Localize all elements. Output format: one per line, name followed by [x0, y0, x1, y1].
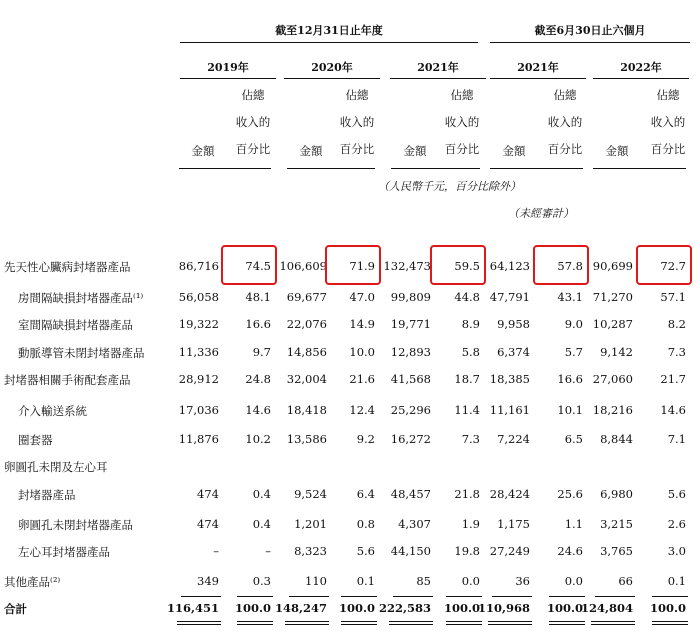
- amount-cell: 1,201: [294, 517, 327, 531]
- percentage-cell: 1.9: [461, 517, 480, 531]
- amount-column-header: 金額: [605, 144, 629, 158]
- percentage-cell: 0.1: [667, 574, 686, 588]
- row-label: 封堵器相關手術配套產品: [4, 373, 131, 387]
- highlight-box: [430, 245, 486, 285]
- percentage-cell: 16.6: [245, 317, 271, 331]
- amount-cell: 32,004: [286, 372, 327, 386]
- percentage-cell: 5.6: [667, 487, 686, 501]
- amount-cell: 17,036: [178, 403, 219, 417]
- percentage-cell: 100.0: [338, 601, 375, 615]
- percentage-cell: 19.8: [454, 544, 480, 558]
- percentage-column-header: [646, 82, 690, 163]
- total-double-rule: [549, 624, 585, 625]
- percentage-cell: 100.0: [546, 601, 583, 615]
- percentage-cell: 16.6: [557, 372, 583, 386]
- amount-cell: 36: [515, 574, 530, 588]
- percentage-header-line: 百分比: [650, 142, 686, 156]
- amount-cell: 41,568: [390, 372, 431, 386]
- year-rule: [180, 78, 276, 79]
- percentage-cell: 8.2: [667, 317, 686, 331]
- amount-cell: 69,677: [286, 290, 327, 304]
- year-rule: [390, 78, 486, 79]
- total-double-rule: [237, 624, 273, 625]
- percentage-header-line: 百分比: [339, 142, 375, 156]
- total-double-rule: [285, 621, 329, 622]
- amount-cell: 110: [305, 574, 327, 588]
- percentage-column-header: [231, 82, 275, 163]
- amount-cell: 25,296: [390, 403, 431, 417]
- highlight-box: [221, 245, 277, 285]
- row-label: 房間隔缺損封堵器產品⁽¹⁾: [18, 291, 144, 305]
- percentage-cell: 0.3: [252, 574, 271, 588]
- total-row-label: 合計: [4, 602, 27, 616]
- total-double-rule: [446, 624, 482, 625]
- subtotal-rule: [446, 596, 482, 597]
- percentage-cell: 14.9: [349, 317, 375, 331]
- row-label: 左心耳封堵器產品: [18, 545, 110, 559]
- percentage-cell: 24.6: [557, 544, 583, 558]
- year-header: 2021年: [517, 61, 559, 74]
- percentage-header-line: 百分比: [235, 142, 271, 156]
- percentage-cell: 72.7: [660, 259, 686, 273]
- amount-column-header: 金額: [191, 144, 215, 158]
- percentage-cell: 9.7: [252, 345, 271, 359]
- amount-cell: 66: [618, 574, 633, 588]
- percentage-cell: 5.8: [461, 345, 480, 359]
- subtotal-rule: [181, 596, 221, 597]
- amount-cell: 110,968: [477, 601, 530, 615]
- percentage-header-line: 百分比: [547, 142, 583, 156]
- year-rule: [284, 78, 380, 79]
- percentage-header-line: 百分比: [444, 142, 480, 156]
- amount-column-header: 金額: [403, 144, 427, 158]
- highlight-box: [325, 245, 381, 285]
- percentage-cell: 0.1: [356, 574, 375, 588]
- percentage-cell: 100.0: [443, 601, 480, 615]
- total-double-rule: [341, 624, 377, 625]
- group-rule-full-year: [180, 42, 478, 43]
- total-double-rule: [446, 621, 482, 622]
- percentage-header-line: 收入的: [235, 115, 271, 129]
- total-double-rule: [389, 624, 433, 625]
- percentage-cell: 7.1: [667, 432, 686, 446]
- percentage-cell: 10.0: [349, 345, 375, 359]
- amount-cell: 474: [197, 487, 219, 501]
- amount-cell: 86,716: [178, 259, 219, 273]
- amount-cell: 116,451: [166, 601, 219, 615]
- amount-cell: –: [213, 544, 219, 558]
- amount-cell: 18,216: [592, 403, 633, 417]
- amount-cell: 22,076: [286, 317, 327, 331]
- amount-cell: 3,765: [600, 544, 633, 558]
- percentage-cell: 48.1: [245, 290, 271, 304]
- percentage-header-line: 佔總: [656, 88, 680, 102]
- amount-cell: 8,844: [600, 432, 633, 446]
- row-label: 卵圓孔未閉封堵器產品: [18, 518, 133, 532]
- row-label: 介入輸送系統: [18, 404, 87, 418]
- percentage-cell: 100.0: [649, 601, 686, 615]
- amount-cell: 9,958: [497, 317, 530, 331]
- percentage-cell: 6.4: [356, 487, 375, 501]
- total-double-rule: [285, 624, 329, 625]
- percentage-cell: 9.2: [356, 432, 375, 446]
- percentage-cell: 44.8: [454, 290, 480, 304]
- year-header: 2021年: [417, 61, 459, 74]
- row-label: 卵圓孔未閉及左心耳: [4, 460, 108, 474]
- year-header: 2022年: [620, 61, 662, 74]
- percentage-cell: 24.8: [245, 372, 271, 386]
- percentage-cell: 1.1: [564, 517, 583, 531]
- amount-cell: 19,322: [178, 317, 219, 331]
- subtotal-rule: [492, 596, 532, 597]
- subtotal-rule: [549, 596, 585, 597]
- total-double-rule: [341, 621, 377, 622]
- highlight-box: [533, 245, 589, 285]
- percentage-cell: 21.7: [660, 372, 686, 386]
- amount-column-header: 金額: [502, 144, 526, 158]
- amount-cell: 85: [416, 574, 431, 588]
- percentage-header-line: 收入的: [547, 115, 583, 129]
- amount-cell: 132,473: [383, 259, 431, 273]
- amount-column-header: 金額: [299, 144, 323, 158]
- amount-cell: 11,336: [178, 345, 219, 359]
- amount-cell: 44,150: [390, 544, 431, 558]
- amount-cell: 18,385: [489, 372, 530, 386]
- percentage-cell: 59.5: [454, 259, 480, 273]
- total-double-rule: [488, 621, 532, 622]
- percentage-column-header: [440, 82, 484, 163]
- amount-cell: 28,912: [178, 372, 219, 386]
- percentage-cell: 0.4: [252, 487, 271, 501]
- percentage-cell: 21.8: [454, 487, 480, 501]
- amount-cell: 10,287: [592, 317, 633, 331]
- percentage-cell: –: [265, 544, 271, 558]
- amount-cell: 19,771: [390, 317, 431, 331]
- row-label: 圈套器: [18, 433, 53, 447]
- amount-cell: 3,215: [600, 517, 633, 531]
- amount-cell: 28,424: [489, 487, 530, 501]
- amount-cell: 9,524: [294, 487, 327, 501]
- amount-cell: 90,699: [592, 259, 633, 273]
- percentage-cell: 2.6: [667, 517, 686, 531]
- amount-cell: 71,270: [592, 290, 633, 304]
- subtotal-rule: [393, 596, 433, 597]
- amount-cell: 47,791: [489, 290, 530, 304]
- total-double-rule: [652, 624, 688, 625]
- amount-cell: 11,161: [489, 403, 530, 417]
- percentage-cell: 43.1: [557, 290, 583, 304]
- percentage-cell: 14.6: [660, 403, 686, 417]
- amount-cell: 18,418: [286, 403, 327, 417]
- column-header-rule: [490, 168, 583, 169]
- total-double-rule: [591, 621, 635, 622]
- percentage-cell: 21.6: [349, 372, 375, 386]
- column-header-rule: [391, 168, 480, 169]
- amount-cell: 222,583: [378, 601, 431, 615]
- row-label: 先天性心臟病封堵器產品: [4, 260, 131, 274]
- year-rule: [593, 78, 689, 79]
- amount-cell: 11,876: [178, 432, 219, 446]
- percentage-cell: 12.4: [349, 403, 375, 417]
- percentage-header-line: 佔總: [241, 88, 265, 102]
- percentage-cell: 6.5: [564, 432, 583, 446]
- year-header: 2020年: [311, 61, 353, 74]
- subtotal-rule: [652, 596, 688, 597]
- percentage-cell: 100.0: [234, 601, 271, 615]
- currency-note: （人民幣千元，百分比除外）: [378, 180, 521, 193]
- percentage-cell: 11.4: [454, 403, 480, 417]
- year-rule: [490, 78, 586, 79]
- percentage-cell: 5.6: [356, 544, 375, 558]
- column-header-rule: [593, 168, 686, 169]
- amount-cell: 124,804: [580, 601, 633, 615]
- percentage-cell: 74.5: [245, 259, 271, 273]
- group-rule-six-months: [490, 42, 690, 43]
- percentage-cell: 10.1: [557, 403, 583, 417]
- column-header-rule: [287, 168, 375, 169]
- amount-cell: 27,060: [592, 372, 633, 386]
- subtotal-rule: [237, 596, 273, 597]
- percentage-header-line: 收入的: [444, 115, 480, 129]
- total-double-rule: [389, 621, 433, 622]
- highlight-box: [636, 245, 692, 285]
- row-label: 封堵器產品: [18, 488, 76, 502]
- total-double-rule: [549, 621, 585, 622]
- percentage-cell: 47.0: [349, 290, 375, 304]
- amount-cell: 4,307: [398, 517, 431, 531]
- percentage-header-line: 佔總: [553, 88, 577, 102]
- percentage-cell: 14.6: [245, 403, 271, 417]
- percentage-cell: 0.0: [461, 574, 480, 588]
- percentage-cell: 3.0: [667, 544, 686, 558]
- total-double-rule: [177, 624, 221, 625]
- subtotal-rule: [595, 596, 635, 597]
- row-label: 室間隔缺損封堵器產品: [18, 318, 133, 332]
- amount-cell: 6,980: [600, 487, 633, 501]
- total-double-rule: [488, 624, 532, 625]
- percentage-header-line: 佔總: [450, 88, 474, 102]
- percentage-column-header: [543, 82, 587, 163]
- amount-cell: 6,374: [497, 345, 530, 359]
- percentage-header-line: 收入的: [339, 115, 375, 129]
- percentage-cell: 18.7: [454, 372, 480, 386]
- percentage-cell: 57.1: [660, 290, 686, 304]
- total-double-rule: [177, 621, 221, 622]
- group-header-full-year: 截至12月31日止年度: [275, 24, 383, 37]
- amount-cell: 12,893: [390, 345, 431, 359]
- percentage-cell: 10.2: [245, 432, 271, 446]
- amount-cell: 106,609: [279, 259, 327, 273]
- amount-cell: 1,175: [497, 517, 530, 531]
- amount-cell: 9,142: [600, 345, 633, 359]
- amount-cell: 27,249: [489, 544, 530, 558]
- amount-cell: 56,058: [178, 290, 219, 304]
- subtotal-rule: [341, 596, 377, 597]
- amount-cell: 64,123: [489, 259, 530, 273]
- total-double-rule: [652, 621, 688, 622]
- amount-cell: 48,457: [390, 487, 431, 501]
- amount-cell: 474: [197, 517, 219, 531]
- group-header-six-months: 截至6月30日止六個月: [534, 24, 646, 37]
- percentage-cell: 9.0: [564, 317, 583, 331]
- amount-cell: 349: [197, 574, 219, 588]
- percentage-header-line: 佔總: [345, 88, 369, 102]
- percentage-cell: 0.0: [564, 574, 583, 588]
- amount-cell: 7,224: [497, 432, 530, 446]
- amount-cell: 13,586: [286, 432, 327, 446]
- percentage-header-line: 收入的: [650, 115, 686, 129]
- percentage-cell: 71.9: [349, 259, 375, 273]
- percentage-cell: 7.3: [667, 345, 686, 359]
- total-double-rule: [237, 621, 273, 622]
- row-label: 動脈導管未閉封堵器產品: [18, 346, 145, 360]
- amount-cell: 14,856: [286, 345, 327, 359]
- year-header: 2019年: [207, 61, 249, 74]
- percentage-cell: 5.7: [564, 345, 583, 359]
- amount-cell: 99,809: [390, 290, 431, 304]
- amount-cell: 148,247: [274, 601, 327, 615]
- row-label: 其他產品⁽²⁾: [4, 575, 61, 589]
- amount-cell: 8,323: [294, 544, 327, 558]
- percentage-cell: 7.3: [461, 432, 480, 446]
- unaudited-note: （未經審計）: [508, 207, 574, 220]
- percentage-column-header: [335, 82, 379, 163]
- percentage-cell: 57.8: [557, 259, 583, 273]
- percentage-cell: 8.9: [461, 317, 480, 331]
- percentage-cell: 25.6: [557, 487, 583, 501]
- column-header-rule: [179, 168, 271, 169]
- subtotal-rule: [289, 596, 329, 597]
- amount-cell: 16,272: [390, 432, 431, 446]
- percentage-cell: 0.8: [356, 517, 375, 531]
- percentage-cell: 0.4: [252, 517, 271, 531]
- total-double-rule: [591, 624, 635, 625]
